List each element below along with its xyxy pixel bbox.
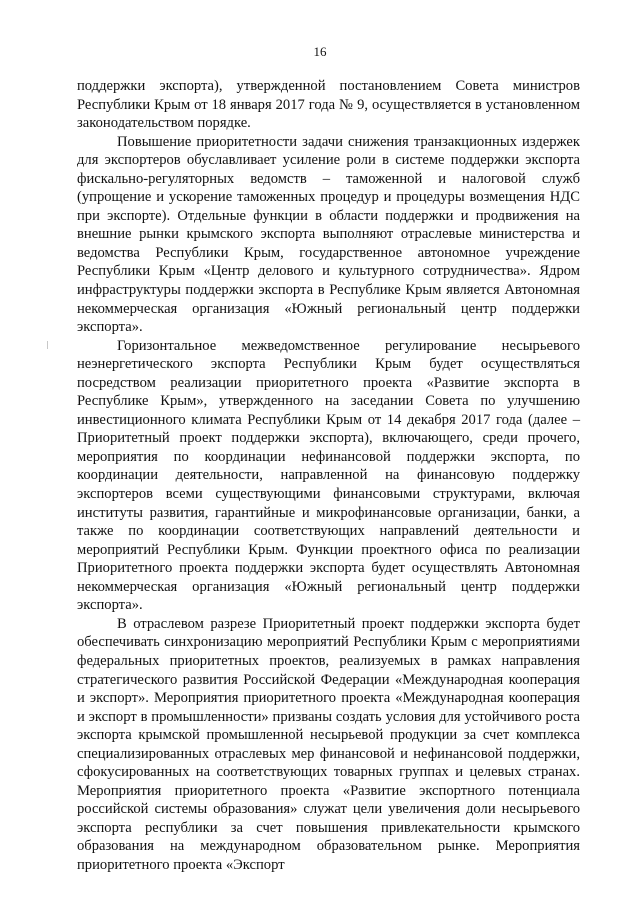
- paragraph-3: Горизонтальное межведомственное регулирование несырьевого неэнергетического экспорта Республики Крым будет осуществляться посредством реализации приоритетного проекта «Развитие экспорта в Республике Крым», утвержденного на заседании Совета по улучшению инвестиционного климата Республики Крым от 14 декабря 2017 года (далее – Приоритетный проект поддержки экспорта), включающего, среди прочего, мероприятия по координации нефинансовой поддержки экспорта, по координации деятельности, направленной на финансовую поддержку экспортеров всеми существующими финансовыми структурами, включая институты развития, гарантийные и микрофинансовые организации, банки, а также по координации соответствующих направлений деятельности и мероприятий Республики Крым. Функции проектного офиса по реализации Приоритетного проекта поддержки экспорта будет осуществлять Автономная некоммерческая организация «Южный региональный центр поддержки экспорта».: [77, 337, 580, 614]
- paragraph-2: Повышение приоритетности задачи снижения транзакционных издержек для экспортеров обуславливает усиление роли в системе поддержки экспорта фискально-регуляторных ведомств – таможенной и налоговой служб (упрощение и ускорение таможенных процедур и процедуры возмещения НДС при экспорте). Отдельные функции в области поддержки и продвижения на внешние рынки крымского экспорта выполняют отраслевые министерства и ведомства Республики Крым, государственное автономное учреждение Республики Крым «Центр делового и культурного сотрудничества». Ядром инфраструктуры поддержки экспорта в Республике Крым является Автономная некоммерческая организация «Южный региональный центр поддержки экспорта».: [77, 133, 580, 336]
- paragraph-4: В отраслевом разрезе Приоритетный проект поддержки экспорта будет обеспечивать синхронизацию мероприятий Республики Крым с мероприятиями федеральных приоритетных проектов, реализуемых в рамках направления стратегического развития Российской Федерации «Международная кооперация и экспорт». Мероприятия приоритетного проекта «Международная кооперация и экспорт в промышленности» призваны создать условия для устойчивого роста экспорта крымской промышленной несырьевой продукции за счет комплекса специализированных отраслевых мер финансовой и нефинансовой поддержки, сфокусированных на соответствующих товарных группах и целевых странах. Мероприятия приоритетного проекта «Развитие экспортного потенциала российской системы образования» служат цели увеличения доли несырьевого экспорта республики за счет повышения привлекательности крымского образования на международном образовательном рынке. Мероприятия приоритетного проекта «Экспорт: [77, 615, 580, 873]
- document-body: [77, 77, 580, 875]
- margin-mark: [47, 341, 48, 349]
- page-number: 16: [313, 44, 327, 59]
- paragraph-1: поддержки экспорта), утвержденной постановлением Совета министров Республики Крым от 18 января 2017 года № 9, осуществляется в установленном законодательством порядке.: [77, 78, 580, 132]
